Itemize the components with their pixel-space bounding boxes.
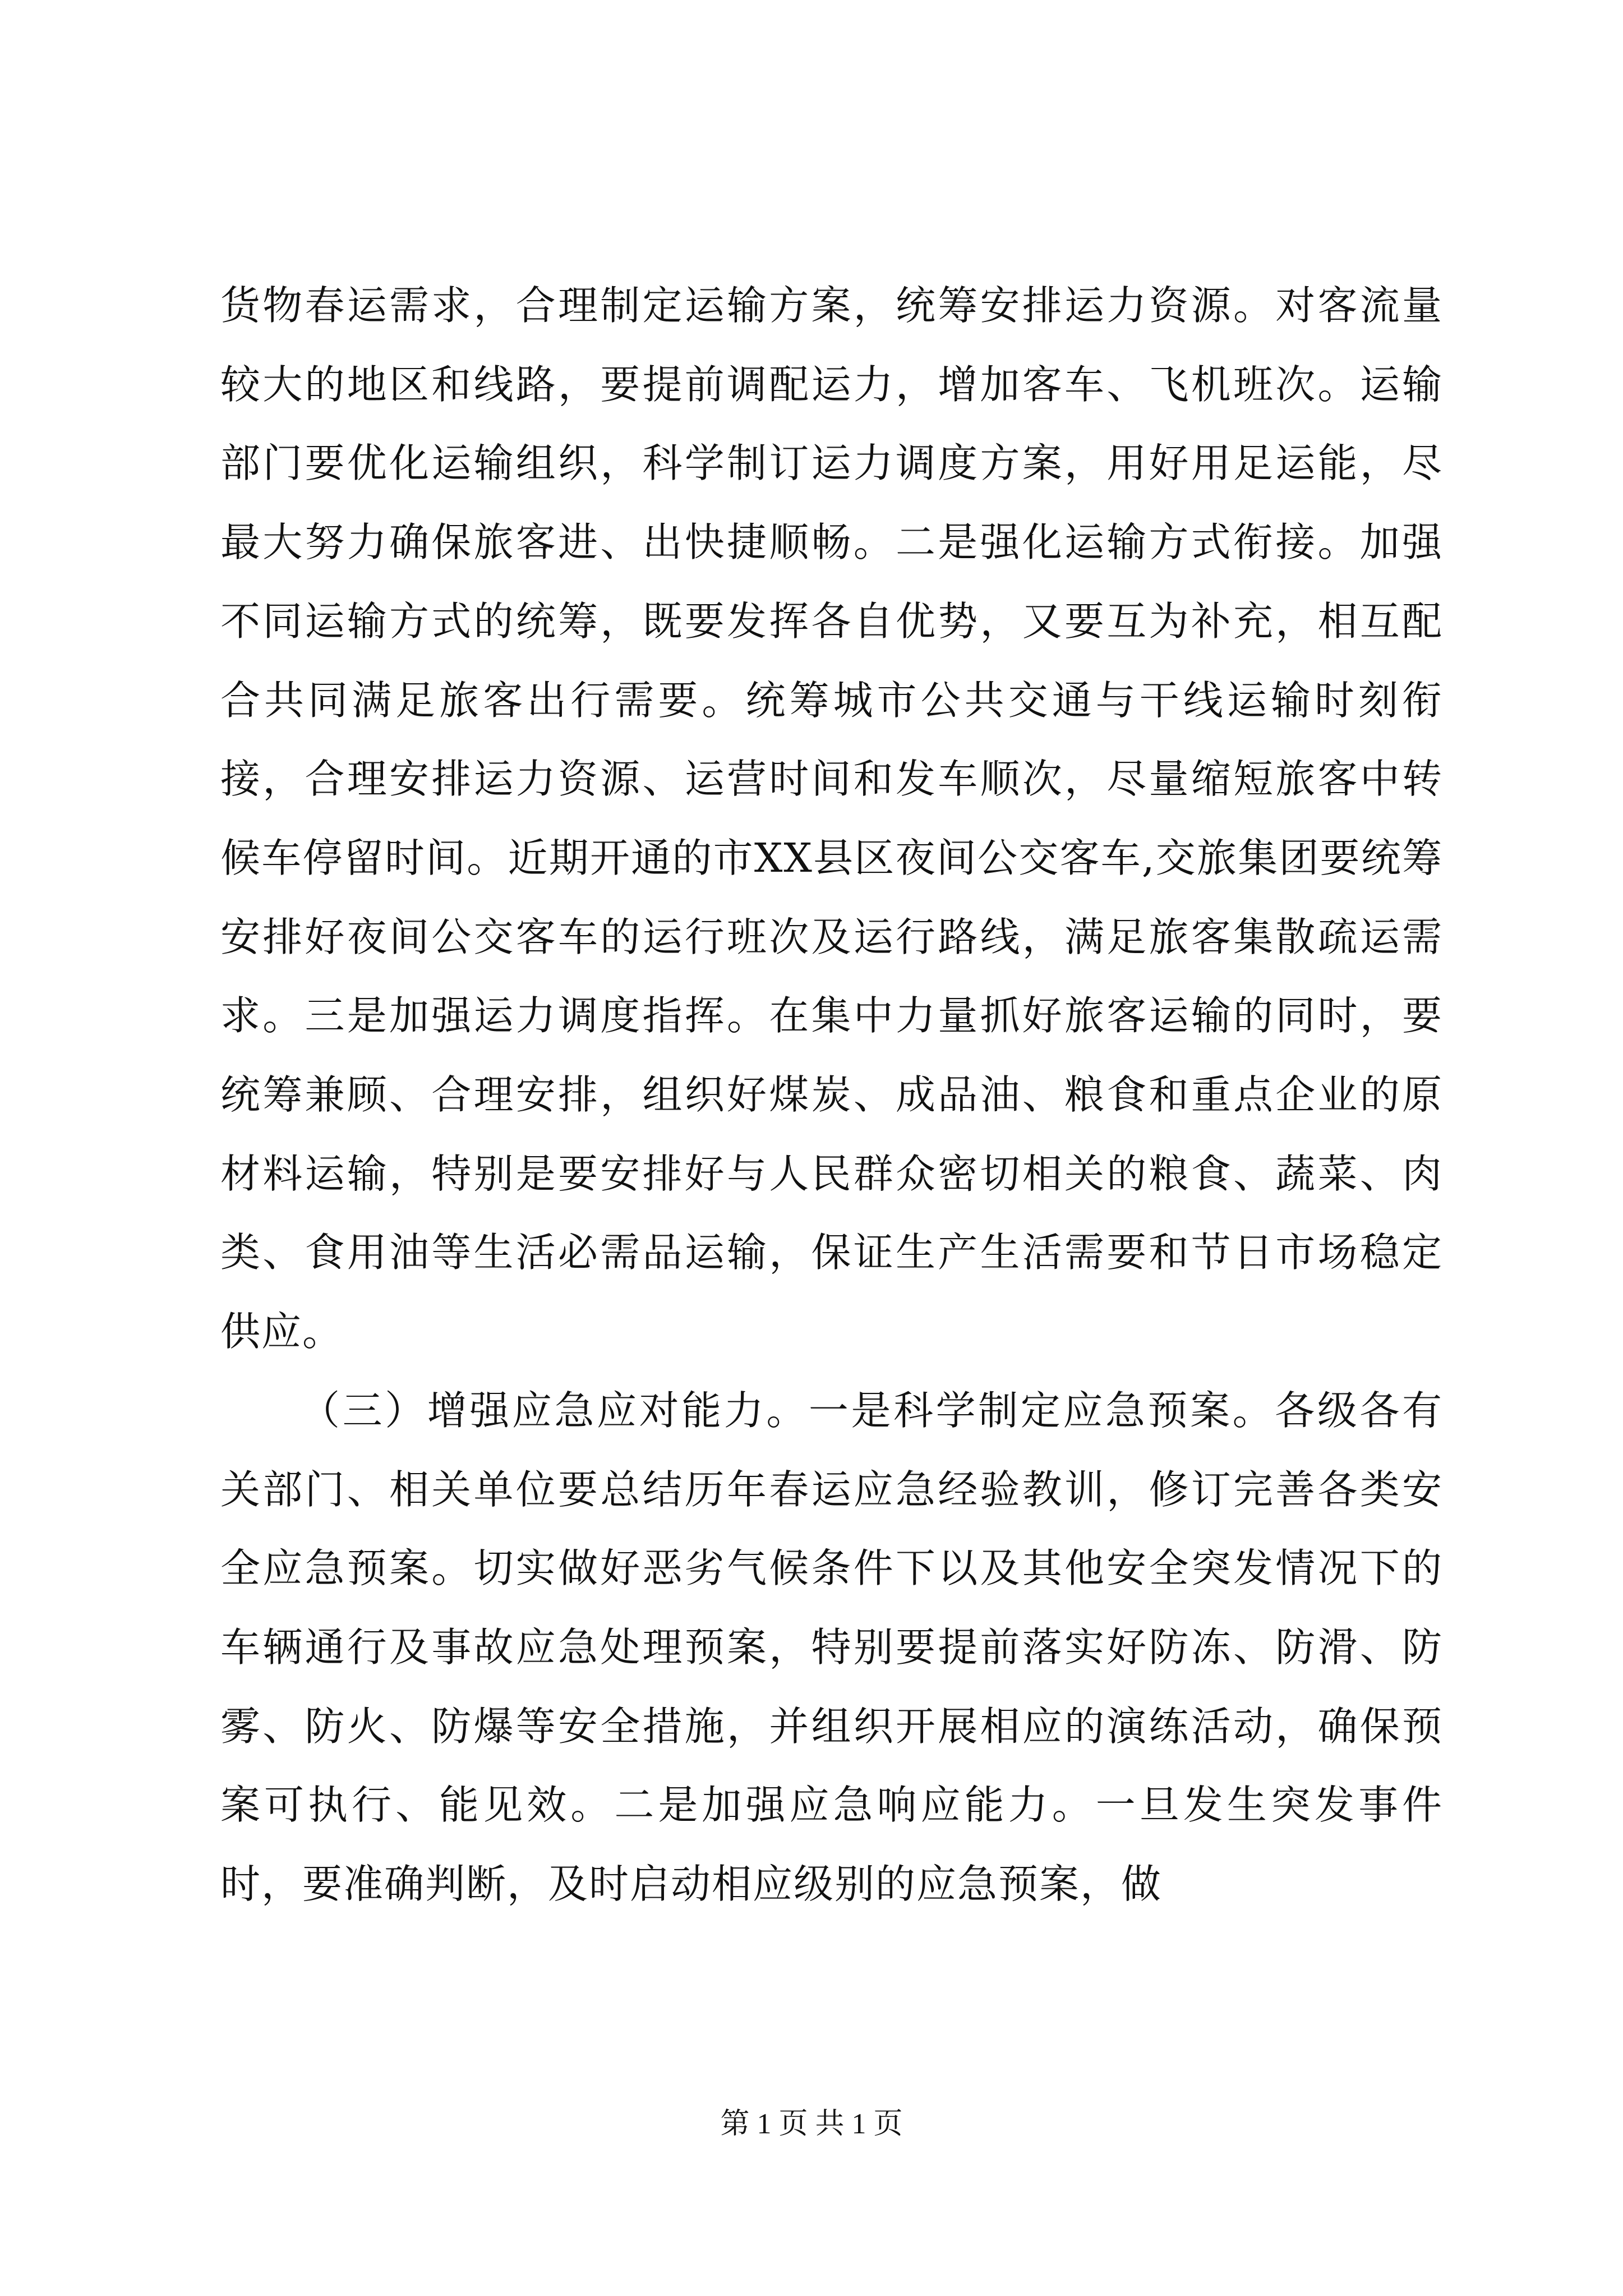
body-paragraph: （三）增强应急应对能力。一是科学制定应急预案。各级各有关部门、相关单位要总结历年春运应急经验教训，修订完善各类安全应急预案。切实做好恶劣气候条件下以及其他安全突发情况下的车辆通行及事故应急处理预案，特别要提前落实好防冻、防滑、防雾、防火、防爆等安全措施，并组织开展相应的演练活动，确保预案可执行、能见效。二是加强应急响应能力。一旦发生突发事件时，要准确判断，及时启动相应级别的应急预案，做 bbox=[220, 1387, 1443, 1908]
page-footer: 第 1 页 共 1 页 bbox=[720, 2108, 903, 2140]
body-paragraph: 货物春运需求，合理制定运输方案，统筹安排运力资源。对客流量较大的地区和线路，要提前调配运力，增加客车、飞机班次。运输部门要优化运输组织，科学制订运力调度方案，用好用足运能，尽最大努力确保旅客进、出快捷顺畅。二是强化运输方式衔接。加强不同运输方式的统筹，既要发挥各自优势，又要互为补充，相互配合共同满足旅客出行需要。统筹城市公共交通与干线运输时刻衔接，合理安排运力资源、运营时间和发车顺次，尽量缩短旅客中转候车停留时间。近期开通的市XX县区夜间公交客车,交旅集团要统筹安排好夜间公交客车的运行班次及运行路线，满足旅客集散疏运需求。三是加强运力调度指挥。在集中力量抓好旅客运输的同时，要统筹兼顾、合理安排，组织好煤炭、成品油、粮食和重点企业的原材料运输，特别是要安排好与人民群众密切相关的粮食、蔬菜、肉类、食用油等生活必需品运输，保证生产生活需要和节日市场稳定供应。 bbox=[220, 282, 1443, 1355]
document-body bbox=[220, 266, 1443, 1924]
